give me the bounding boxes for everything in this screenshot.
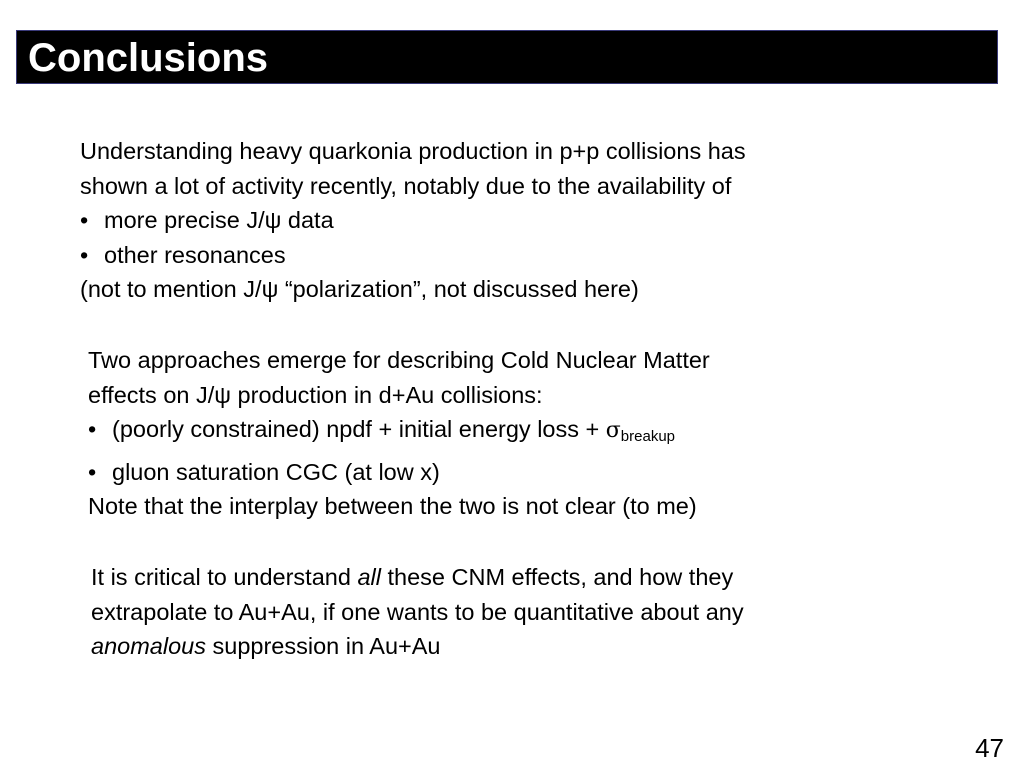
pp-production-paragraph [80,134,746,307]
bullet-text: gluon saturation CGC (at low x) [112,458,440,485]
paragraph-line [91,560,744,595]
bullet-item [88,455,710,490]
page-number: 47 [975,733,1004,763]
paragraph-line: effects on J/ψ production in d+Au collisions: [88,381,543,408]
bullet-item [88,412,710,455]
cnm-approaches-paragraph [88,343,710,524]
paragraph-line: (not to mention J/ψ “polarization”, not discussed here) [80,276,639,302]
bullet-text: more precise J/ψ data [104,207,334,233]
critical-understanding-paragraph [91,560,744,664]
sigma-symbol: σ [605,418,621,443]
paragraph-line: Two approaches emerge for describing Cold Nuclear Matter [88,347,710,373]
bullet-text: (poorly constrained) npdf + initial energy loss + [112,416,606,442]
bullet-marker: • [88,416,97,442]
bullet-text: other resonances [104,241,286,268]
emphasis-text: all [357,564,381,590]
bullet-item [80,238,746,273]
text-run: It is critical to understand [91,564,358,590]
bullet-marker: • [88,458,97,485]
bullet-item [80,203,746,238]
bullet-marker: • [80,241,89,268]
paragraph-line: extrapolate to Au+Au, if one wants to be quantitative about any [91,598,744,625]
emphasis-text: anomalous [91,633,206,659]
paragraph-line: Understanding heavy quarkonia production in p+p collisions has [80,138,746,164]
text-run: these CNM effects, and how they [380,564,734,590]
paragraph-line [91,629,744,664]
text-run: suppression in Au+Au [205,633,441,659]
sigma-subscript: breakup [620,428,676,445]
paragraph-line: Note that the interplay between the two is not clear (to me) [88,493,697,519]
paragraph-line: shown a lot of activity recently, notably due to the availability of [80,172,732,199]
title-bar [16,30,998,84]
slide-title: Conclusions [28,36,269,80]
bullet-marker: • [80,207,89,233]
